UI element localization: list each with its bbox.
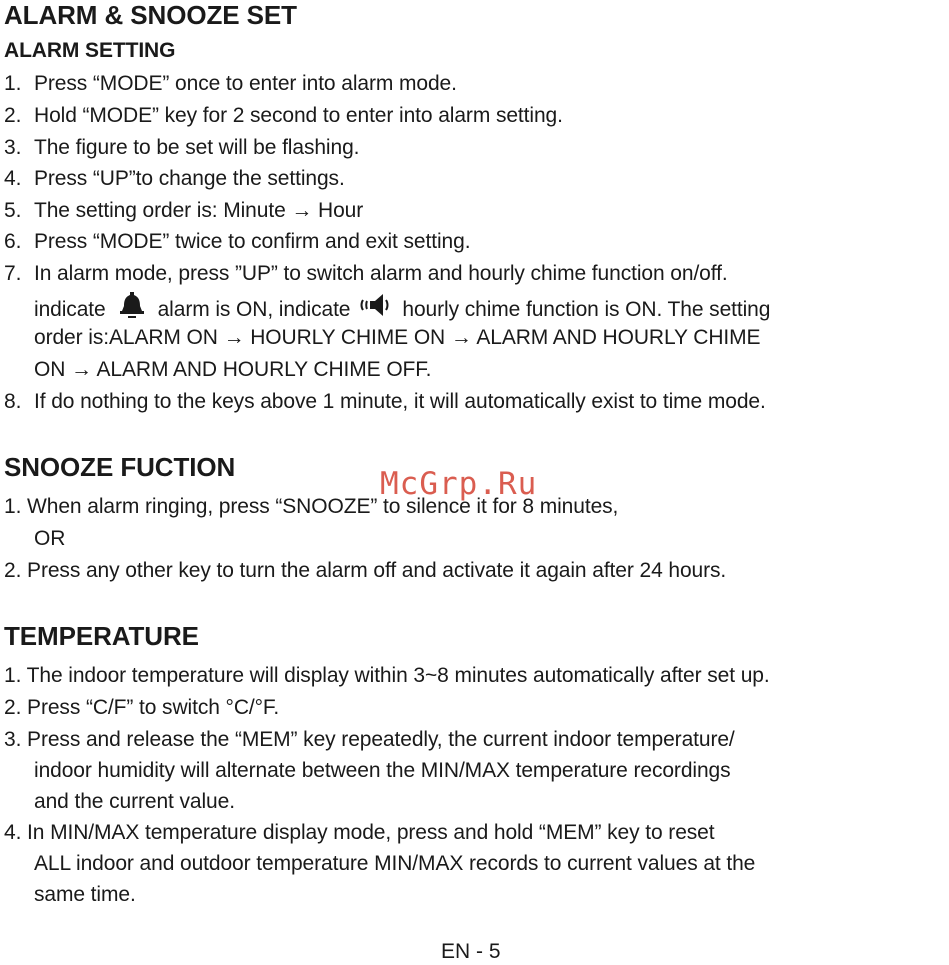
list-item: 2. Press any other key to turn the alarm off and activate it again after 24 hours. (4, 559, 727, 582)
list-item-number: 8. (4, 390, 22, 413)
list-item-continuation: indoor humidity will alternate between the MIN/MAX temperature recordings (34, 759, 731, 782)
list-item (4, 229, 470, 255)
list-item (4, 198, 363, 224)
list-item: 2. Press “C/F” to switch °C/°F. (4, 696, 280, 719)
snooze-heading: SNOOZE FUCTION (4, 452, 236, 482)
indicate-text: indicate (34, 298, 106, 322)
list-item (4, 261, 728, 287)
list-item (4, 71, 457, 97)
list-item-text: The setting order is: Minute → Hour (34, 199, 364, 222)
list-item-number: 3. (4, 136, 22, 159)
list-item-number: 1. (4, 72, 22, 95)
page-title: ALARM & SNOOZE SET (4, 0, 297, 30)
list-item: 1. When alarm ringing, press “SNOOZE” to silence it for 8 minutes, (4, 495, 619, 518)
list-item-number: 4. (4, 167, 22, 190)
chime-on-text: hourly chime function is ON. The setting (402, 298, 771, 322)
list-item: 3. Press and release the “MEM” key repeatedly, the current indoor temperature/ (4, 728, 735, 751)
list-item-continuation: ON → ALARM AND HOURLY CHIME OFF. (34, 358, 432, 381)
list-item-text: In alarm mode, press ”UP” to switch alarm and hourly chime function on/off. (34, 262, 728, 285)
list-item-continuation: same time. (34, 883, 136, 906)
list-item-text: The figure to be set will be flashing. (34, 136, 360, 159)
list-item-number: 6. (4, 230, 22, 253)
list-item: 4. In MIN/MAX temperature display mode, press and hold “MEM” key to reset (4, 821, 715, 844)
list-item-text: Press “UP”to change the settings. (34, 167, 345, 190)
or-text: OR (34, 527, 66, 550)
list-item (4, 103, 563, 129)
watermark: McGrp.Ru (380, 466, 538, 502)
list-item-continuation: and the current value. (34, 790, 235, 813)
list-item-continuation: order is:ALARM ON → HOURLY CHIME ON → ALARM AND HOURLY CHIME (34, 326, 761, 349)
list-item: 1. The indoor temperature will display within 3~8 minutes automatically after set up. (4, 664, 770, 687)
list-item-number: 2. (4, 104, 22, 127)
list-item-text: Press “MODE” twice to confirm and exit setting. (34, 230, 471, 253)
list-item-continuation: ALL indoor and outdoor temperature MIN/MAX records to current values at the (34, 852, 756, 875)
temperature-heading: TEMPERATURE (4, 621, 199, 651)
list-item-text: Press “MODE” once to enter into alarm mode. (34, 72, 457, 95)
list-item-text: Hold “MODE” key for 2 second to enter into alarm setting. (34, 104, 563, 127)
page-number: EN - 5 (441, 940, 501, 963)
list-item (4, 135, 359, 161)
alarm-on-text: alarm is ON, indicate (157, 298, 351, 322)
list-item (4, 389, 766, 415)
list-item (4, 166, 345, 192)
alarm-setting-heading: ALARM SETTING (4, 39, 176, 62)
list-item-text: If do nothing to the keys above 1 minute, it will automatically exist to time mode. (34, 390, 766, 413)
list-item-number: 5. (4, 199, 22, 222)
list-item-number: 7. (4, 262, 22, 285)
